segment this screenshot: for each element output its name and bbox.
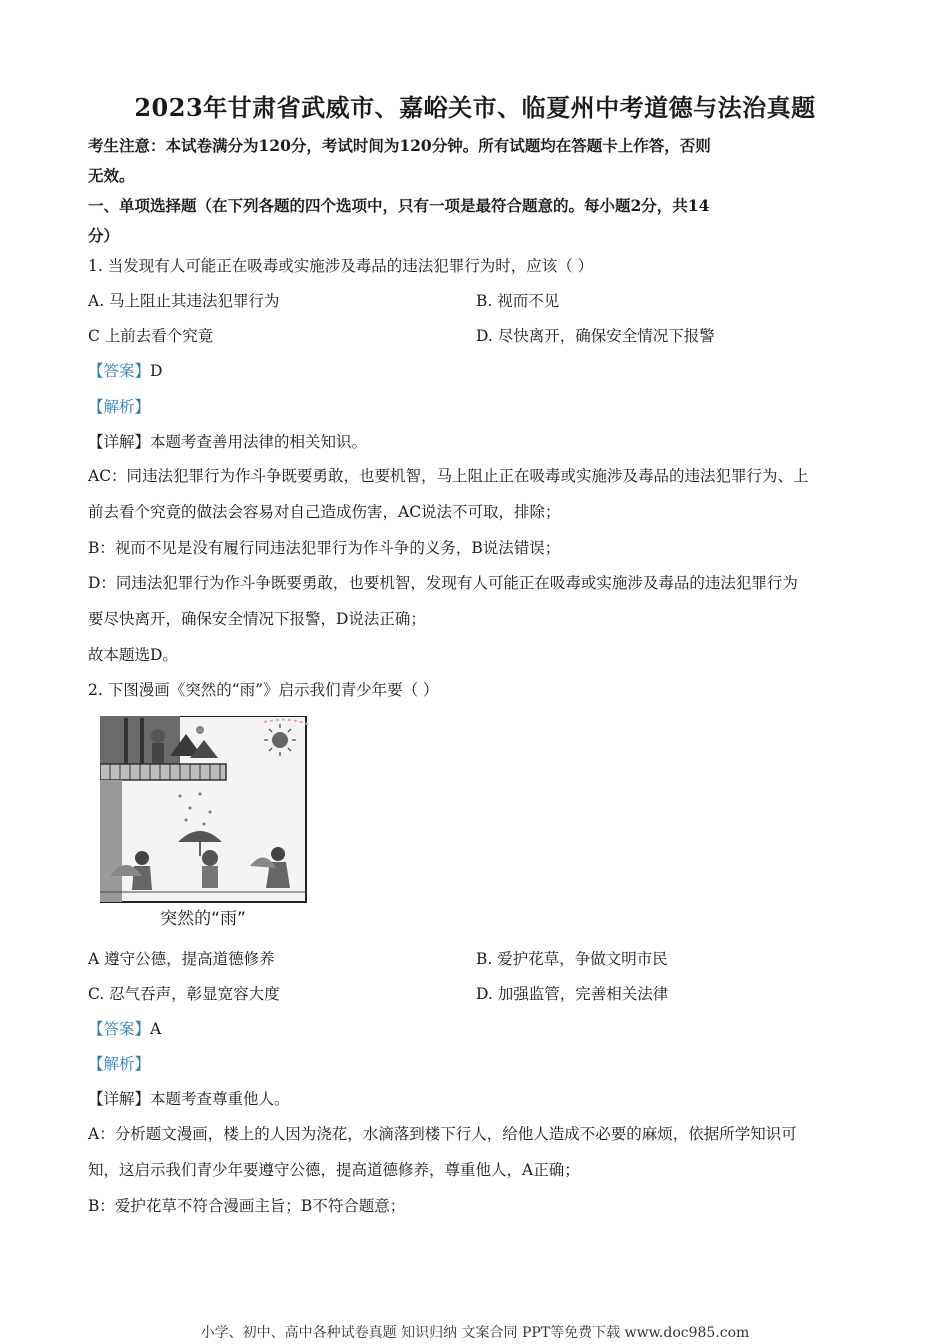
q1-option-b: B. 视而不见 xyxy=(476,292,560,310)
comic-drawing xyxy=(100,716,310,930)
q1-ac-line-1: AC：同违法犯罪行为作斗争既要勇敢，也要机智，马上阻止正在吸毒或实施涉及毒品的违法犯罪行为、上 xyxy=(88,467,809,485)
q1-detail: 【详解】本题考查善用法律的相关知识。 xyxy=(88,433,368,451)
answer-tag: 【答案】 xyxy=(88,1020,151,1038)
q1-b-line: B：视而不见是没有履行同违法犯罪行为作斗争的义务，B说法错误； xyxy=(88,539,561,557)
q2-answer xyxy=(88,1017,161,1039)
q1-d-line-1: D：同违法犯罪行为作斗争既要勇敢，也要机智，发现有人可能正在吸毒或实施涉及毒品的违法犯罪行为 xyxy=(88,574,798,592)
q2-option-b: B. 爱护花草，争做文明市民 xyxy=(476,950,668,968)
page-title: 2023年甘肃省武威市、嘉峪关市、临夏州中考道德与法治真题 xyxy=(134,93,816,122)
answer-value: A xyxy=(150,1020,162,1038)
q2-option-c: C. 忍气吞声，彰显宽容大度 xyxy=(88,985,280,1003)
answer-value: D xyxy=(150,362,163,380)
q2-stem: 2. 下图漫画《突然的“雨”》启示我们青少年要（ ） xyxy=(88,681,439,699)
notice-line-1: 考生注意：本试卷满分为120分，考试时间为120分钟。所有试题均在答题卡上作答，否则 xyxy=(88,136,711,155)
q1-analysis-tag: 【解析】 xyxy=(88,398,151,416)
q1-ac-line-2: 前去看个究竟的做法会容易对自己造成伤害，AC说法不可取，排除； xyxy=(88,503,561,521)
q1-stem: 1. 当发现有人可能正在吸毒或实施涉及毒品的违法犯罪行为时，应该（ ） xyxy=(88,257,594,275)
q1-option-d: D. 尽快离开，确保安全情况下报警 xyxy=(476,327,715,345)
q1-option-c: C 上前去看个究竟 xyxy=(88,327,214,345)
q2-detail: 【详解】本题考查尊重他人。 xyxy=(88,1090,290,1108)
comic-image xyxy=(100,716,310,930)
section-heading-line-2: 分） xyxy=(88,226,120,245)
q1-option-a: A. 马上阻止其违法犯罪行为 xyxy=(88,292,280,310)
q2-option-d: D. 加强监管，完善相关法律 xyxy=(476,985,669,1003)
q2-option-a: A 遵守公德，提高道德修养 xyxy=(88,950,275,968)
q2-analysis-tag: 【解析】 xyxy=(88,1055,151,1073)
section-heading-line-1: 一、单项选择题（在下列各题的四个选项中，只有一项是最符合题意的。每小题2分，共14 xyxy=(88,196,710,215)
q2-a-line-2: 知，这启示我们青少年要遵守公德，提高道德修养，尊重他人，A正确； xyxy=(88,1161,580,1179)
page-footer: 小学、初中、高中各种试卷真题 知识归纳 文案合同 PPT等免费下载 www.doc985.com xyxy=(200,1325,750,1341)
q1-d-line-2: 要尽快离开，确保安全情况下报警，D说法正确； xyxy=(88,610,426,628)
q2-a-line-1: A：分析题文漫画，楼上的人因为浇花，水滴落到楼下行人，给他人造成不必要的麻烦，依据所学知识可 xyxy=(88,1125,797,1143)
answer-tag: 【答案】 xyxy=(88,362,151,380)
q1-conclusion: 故本题选D。 xyxy=(88,646,178,664)
q2-b-line: B：爱护花草不符合漫画主旨；B不符合题意； xyxy=(88,1197,406,1215)
q1-answer xyxy=(88,359,162,381)
notice-line-2: 无效。 xyxy=(88,166,135,185)
comic-caption: 突然的“雨” xyxy=(160,909,246,929)
